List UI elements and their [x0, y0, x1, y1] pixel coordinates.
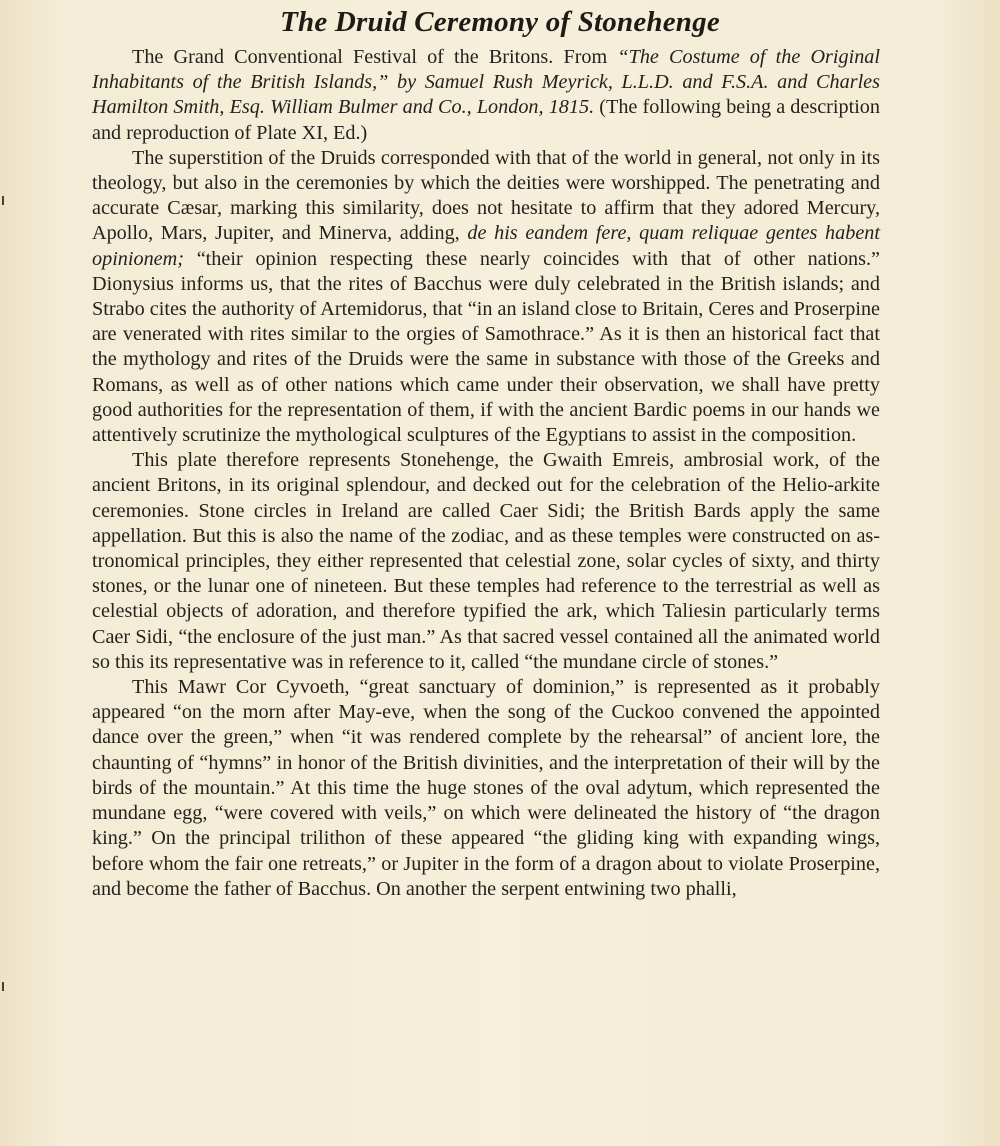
- paragraph-text: The superstition of the Druids corresponded with that of the world in general, not only in its theology, but also in the ceremonies by which the deities were worshipped. The penetrating and accurate Cæsar, marking this similarity, does not hesitate to affirm that they adored Mercury, Apollo, Mars, Jupiter, and Minerva, adding,: [92, 146, 880, 245]
- latin-quote: de his eandem fere, quam reliquae gentes habent opinionem;: [92, 222, 880, 270]
- citation-italic: “The Costume of the Original Inhabitants of the British Islands,” by Samuel Rush Meyrick, L.L.D. and F.S.A. and Charles Hamilton Smith, Esq. William Bulmer and Co., London, 1815.: [92, 46, 880, 119]
- paragraph-text: This plate therefore represents Stonehenge, the Gwaith Emreis, ambrosial work, of the ancient Britons, in its original splendour, and decked out for the celebration of the Helio-arkite ceremonies. Stone circles in Ireland are called Caer Sidi; the British Bards apply the same appellation. But this is also the name of the zodiac, and as these temples were constructed on astronomical principles, they either represented that celestial zone, solar cycles of sixty, and thirty stones, or the lunar one of nineteen. But these temples had reference to the terrestrial as well as celestial objects of adoration, and therefore typified the ark, which Taliesin particularly terms Caer Sidi, “the enclosure of the just man.” As that sacred vessel contained all the animated world so this its representative was in reference to it, called “the mundane circle of stones.”: [92, 449, 880, 673]
- paragraph-text: This Mawr Cor Cyvoeth, “great sanctuary of dominion,” is represented as it probably appeared “on the morn after May-eve, when the song of the Cuckoo convened the appointed dance over the green,” when “it was rendered complete by the rehearsal” of ancient lore, the chaunting of “hymns” in honor of the British divinities, and the interpretation of their will by the birds of the mountain.” At this time the huge stones of the oval adytum, which represented the mundane egg, “were covered with veils,” on which were delineated the history of “the dragon king.” On the principal trilithon of these appeared “the gliding king with expanding wings, before whom the fair one retreats,” or Jupiter in the form of a dragon about to violate Proserpine, and become the father of Bacchus. On another the serpent entwining two phalli,: [92, 676, 880, 900]
- paragraph-superstition: [92, 146, 880, 448]
- paragraph-text: The Grand Conventional Festival of the Britons. From: [132, 46, 618, 68]
- paragraph-text: (The following being a description and reproduction of Plate XI, Ed.): [92, 96, 880, 144]
- margin-mark: [2, 196, 4, 205]
- paragraph-citation: [92, 45, 880, 146]
- paragraph-text: “their opinion respecting these nearly coincides with that of other nations.” Dionysius informs us, that the rites of Bacchus were duly celebrated in the British islands; and Strabo cites the authority of Artemidorus, that “in an island close to Britain, Ceres and Proserpine are venerated with rites similar to the orgies of Samothrace.” As it is then an historical fact that the mythology and rites of the Druids were the same in substance with those of the Greeks and Romans, as well as of other nations which came under their observation, we shall have pretty good authorities for the representation of them, if with the ancient Bardic poems in our hands we attentively scrutinize the mythological sculptures of the Egyptians to assist in the composition.: [92, 247, 880, 447]
- page-title: The Druid Ceremony of Stonehenge: [280, 6, 720, 38]
- margin-mark: [2, 982, 4, 991]
- article-body: [92, 45, 880, 902]
- paragraph-stonehenge: [92, 448, 880, 675]
- paragraph-sanctuary: [92, 675, 880, 902]
